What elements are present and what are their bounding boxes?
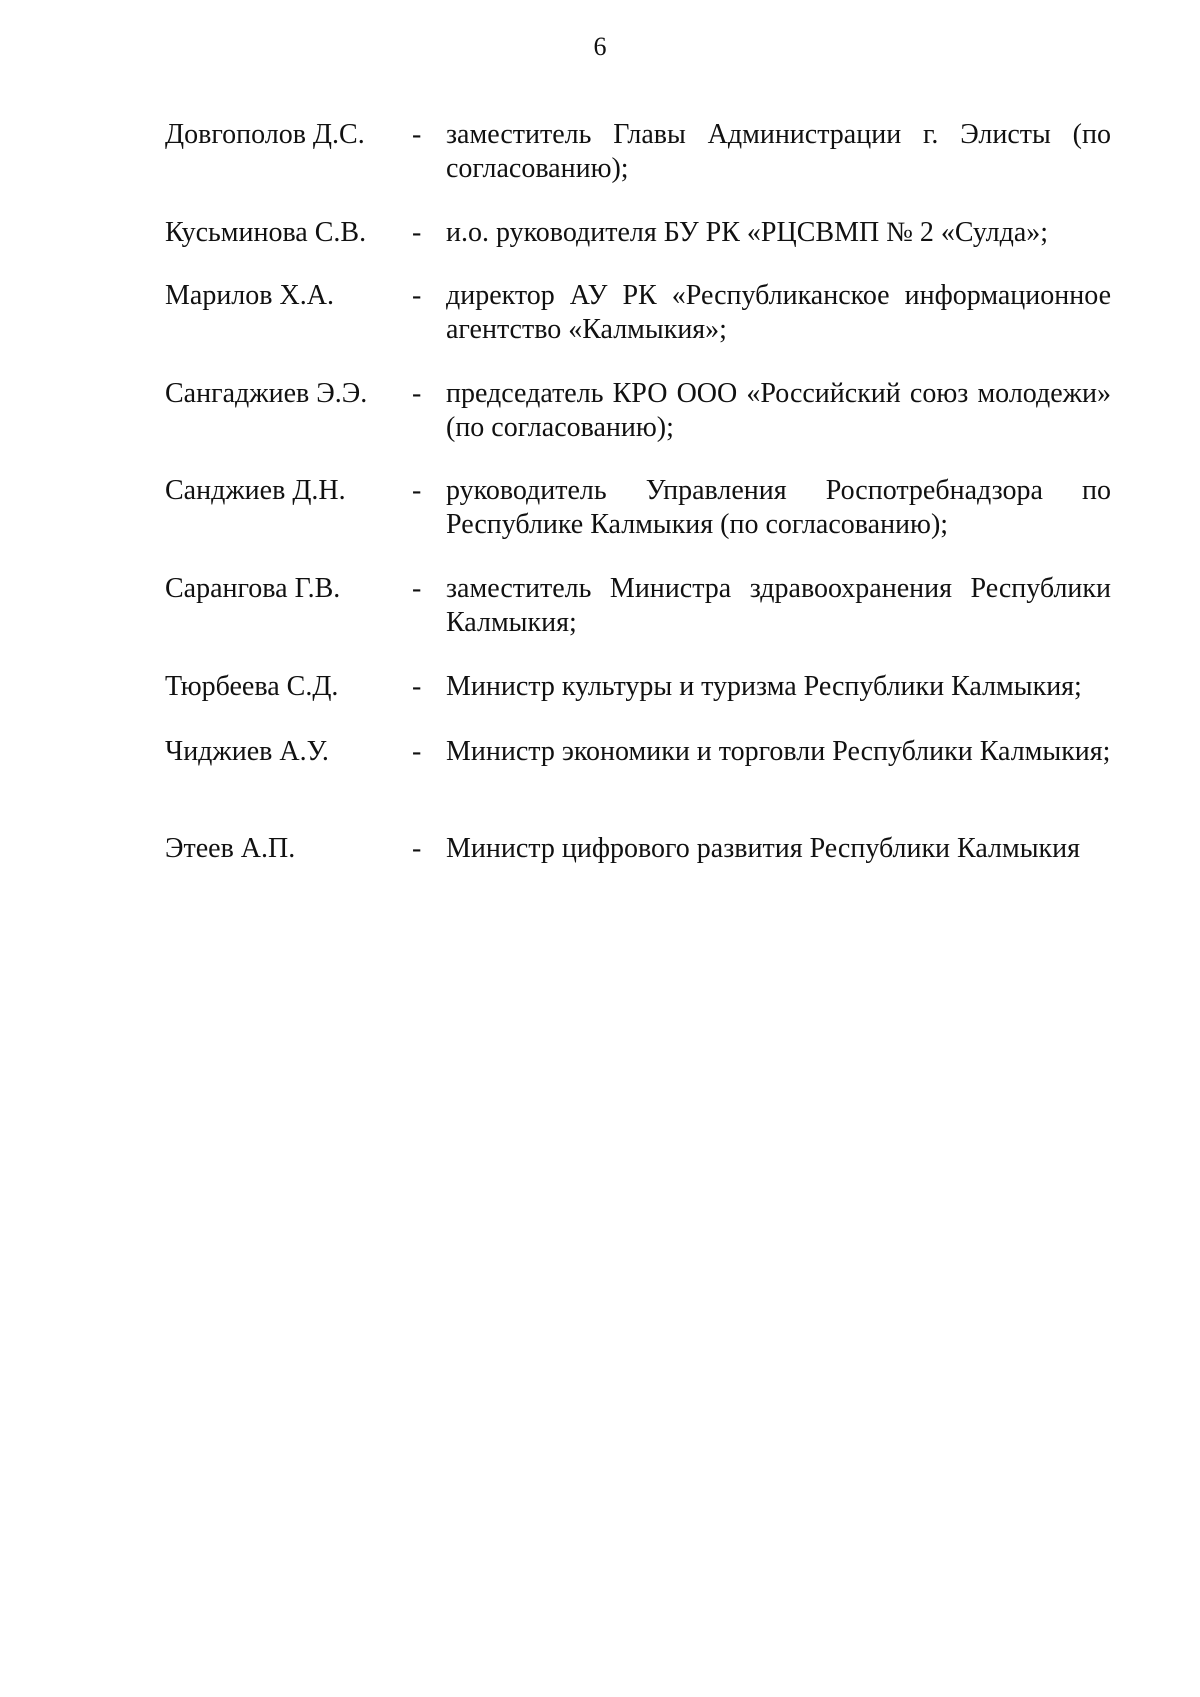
member-name: Сангаджиев Э.Э.	[165, 378, 368, 409]
member-role: заместитель Главы Администрации г. Элисты (по согласованию);	[446, 119, 1111, 184]
dash-separator: -	[412, 378, 422, 409]
dash-separator: -	[412, 671, 422, 702]
dash-separator: -	[412, 280, 422, 311]
member-name: Тюрбеева С.Д.	[165, 671, 339, 702]
member-role: руководитель Управления Роспотребнадзора по Республике Калмыкия (по согласованию);	[446, 475, 1111, 540]
member-role: Министр цифрового развития Республики Калмыкия	[446, 833, 1080, 864]
member-role: и.о. руководителя БУ РК «РЦСВМП № 2 «Сулда»;	[446, 217, 1049, 248]
dash-separator: -	[412, 573, 422, 604]
member-name: Марилов Х.А.	[165, 280, 334, 311]
member-role: заместитель Министра здравоохранения Республики Калмыкия;	[446, 573, 1111, 638]
dash-separator: -	[412, 475, 422, 506]
dash-separator: -	[412, 833, 422, 864]
page-number: 6	[593, 32, 607, 61]
member-name: Этеев А.П.	[165, 833, 296, 864]
member-role: председатель КРО ООО «Российский союз молодежи» (по согласованию);	[446, 378, 1111, 443]
member-role: директор АУ РК «Республиканское информационное агентство «Калмыкия»;	[446, 280, 1111, 345]
dash-separator: -	[412, 736, 422, 767]
member-role: Министр культуры и туризма Республики Калмыкия;	[446, 671, 1082, 702]
member-name: Кусьминова С.В.	[165, 217, 367, 248]
member-name: Санджиев Д.Н.	[165, 475, 346, 506]
member-name: Довгополов Д.С.	[165, 119, 365, 150]
dash-separator: -	[412, 217, 422, 248]
member-name: Чиджиев А.У.	[165, 736, 329, 767]
dash-separator: -	[412, 119, 422, 150]
member-role: Министр экономики и торговли Республики Калмыкия;	[446, 736, 1111, 767]
member-name: Сарангова Г.В.	[165, 573, 341, 604]
